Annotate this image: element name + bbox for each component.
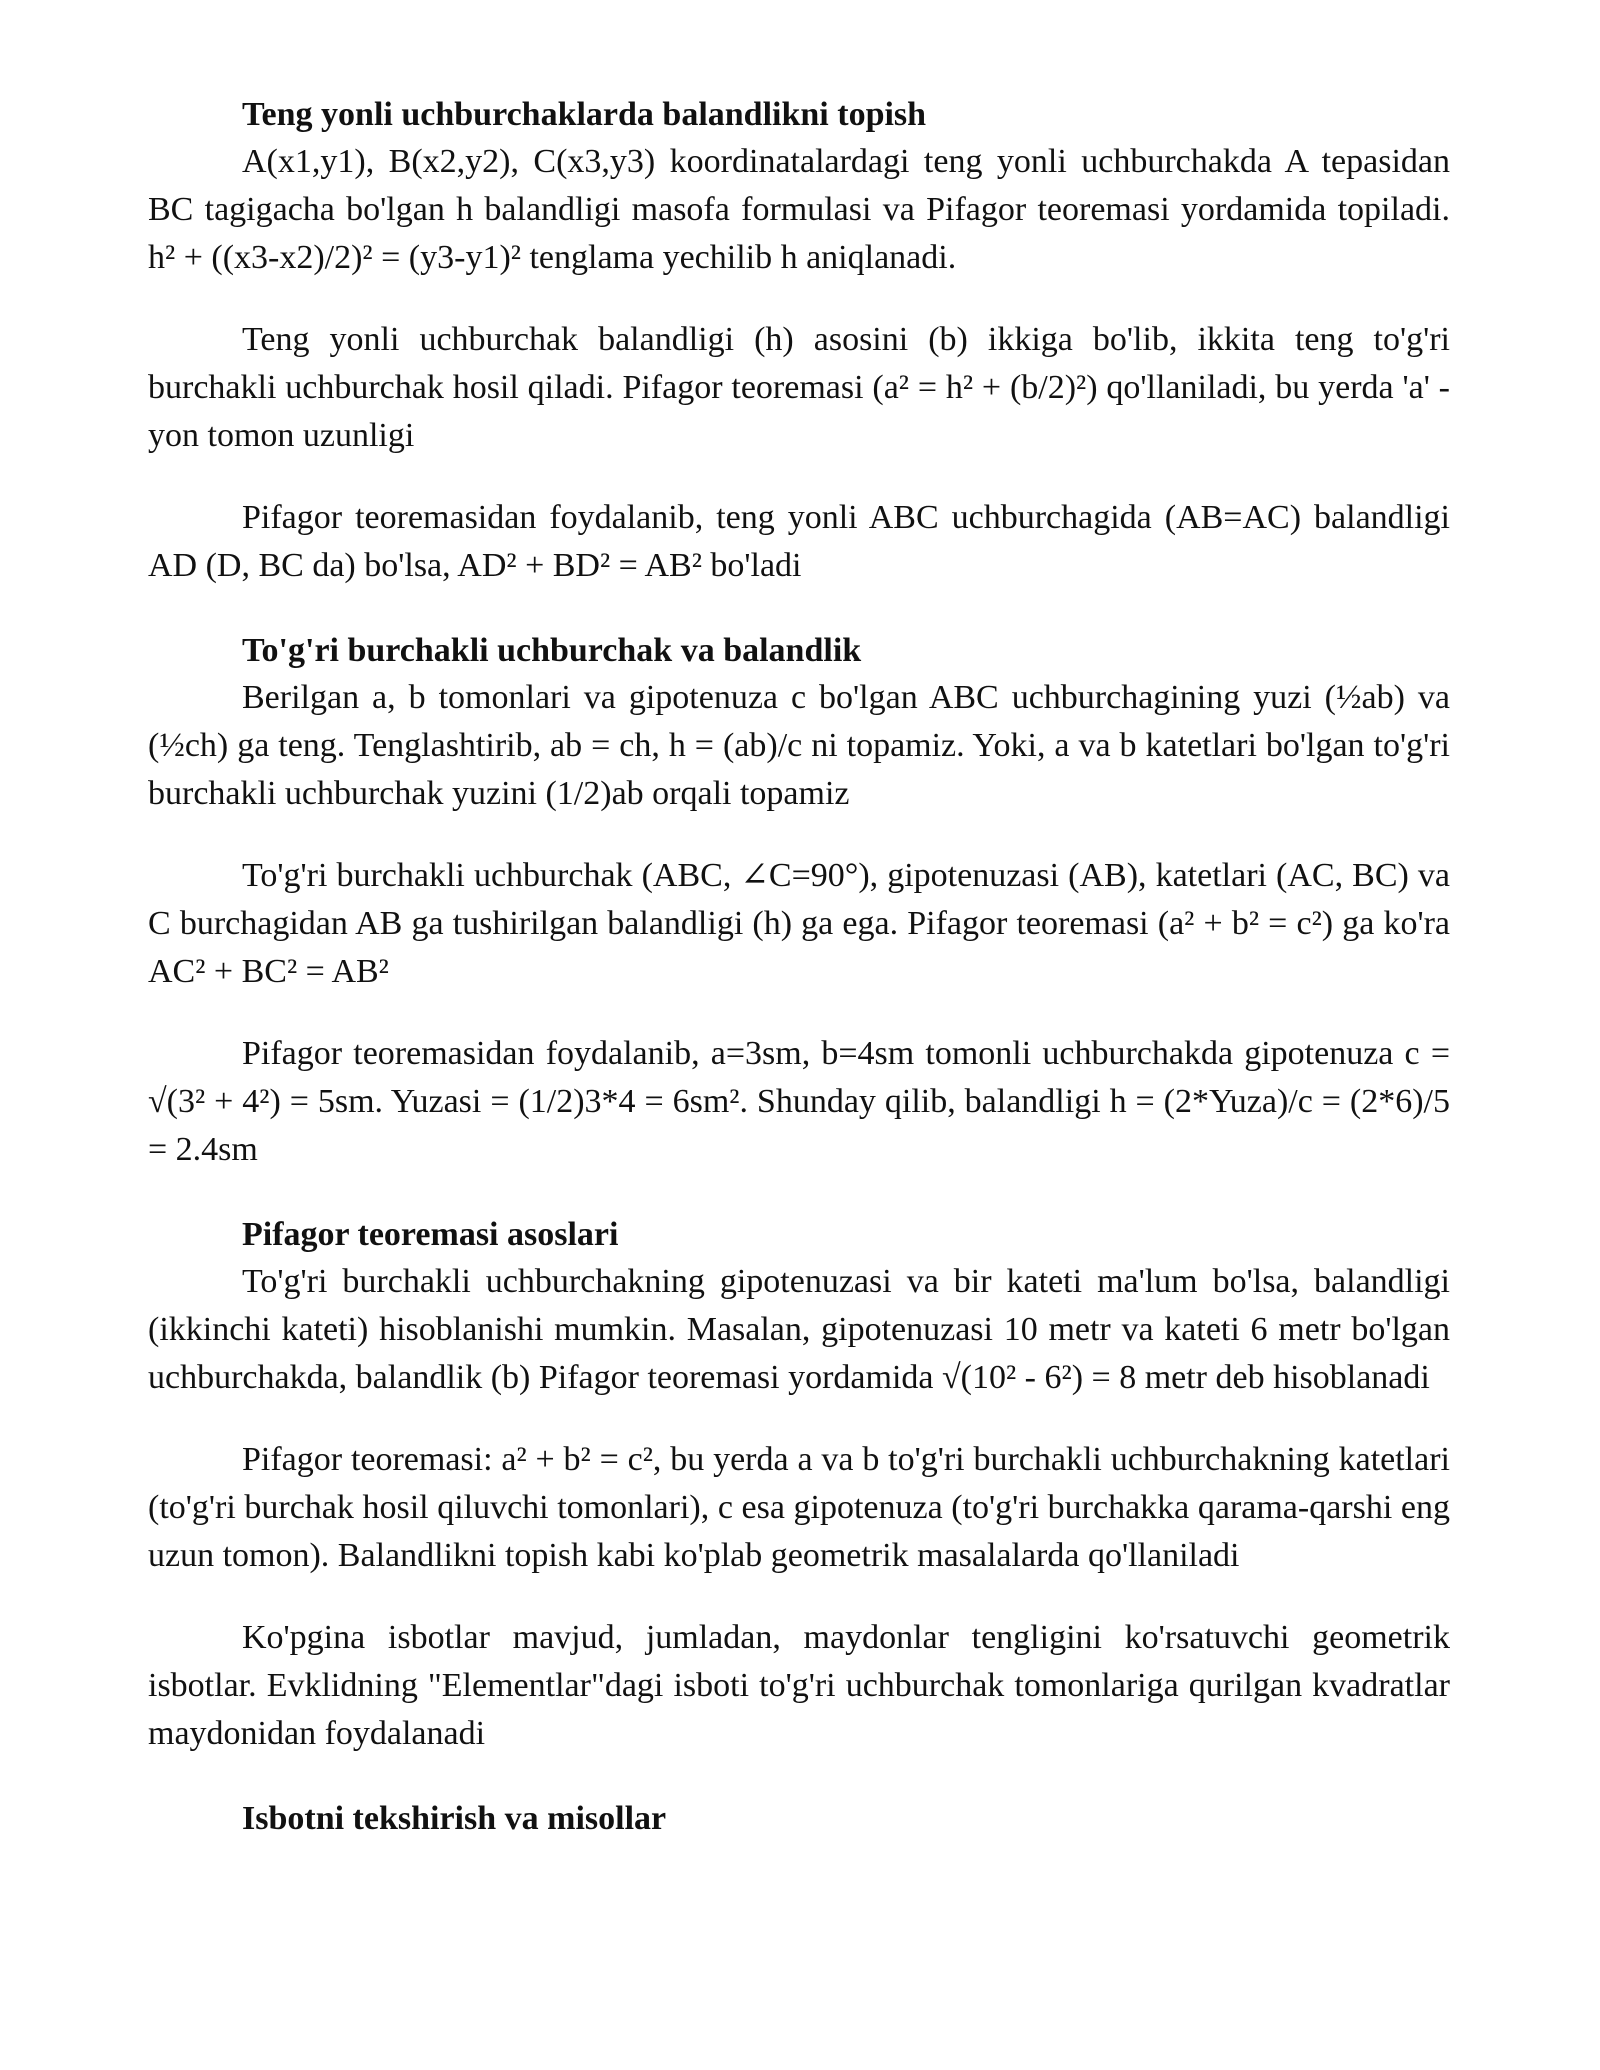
paragraph: Pifagor teoremasidan foydalanib, a=3sm, b=4sm tomonli uchburchakda gipotenuza c = √(3² + 4²) = 5sm. Yuzasi = (1/2)3*4 = 6sm². Shunday qilib, balandligi h = (2*Yuza)/c = (2*6)/5 = 2.4sm [148, 1035, 1450, 1168]
paragraph: Pifagor teoremasi: a² + b² = c², bu yerda a va b to'g'ri burchakli uchburchakning katetlari (to'g'ri burchak hosil qiluvchi tomonlari), c esa gipotenuza (to'g'ri burchakka qarama-qarshi eng uzun tomon). Balandlikni topish kabi ko'plab geometrik masalalarda qo'llaniladi [148, 1441, 1450, 1574]
section-heading-right-triangle: To'g'ri burchakli uchburchak va balandlik [242, 632, 862, 669]
paragraph: Ko'pgina isbotlar mavjud, jumladan, maydonlar tengligini ko'rsatuvchi geometrik isbotlar. Evklidning "Elementlar"dagi isboti to'g'ri uchburchak tomonlariga qurilgan kvadratlar maydonidan foydalanadi [148, 1619, 1450, 1752]
document-page [148, 92, 1450, 1842]
section-heading-proof-examples: Isbotni tekshirish va misollar [242, 1800, 667, 1837]
section-heading-pythagoras-basics: Pifagor teoremasi asoslari [242, 1216, 619, 1253]
paragraph: Teng yonli uchburchak balandligi (h) asosini (b) ikkiga bo'lib, ikkita teng to'g'ri burchakli uchburchak hosil qiladi. Pifagor teoremasi (a² = h² + (b/2)²) qo'llaniladi, bu yerda 'a' - yon tomon uzunligi [148, 321, 1450, 454]
paragraph: To'g'ri burchakli uchburchak (ABC, ∠C=90°), gipotenuzasi (AB), katetlari (AC, BC) va C burchagidan AB ga tushirilgan balandligi (h) ga ega. Pifagor teoremasi (a² + b² = c²) ga ko'ra AC² + BC² = AB² [148, 857, 1450, 990]
section-heading-isosceles: Teng yonli uchburchaklarda balandlikni topish [242, 96, 927, 133]
paragraph: A(x1,y1), B(x2,y2), C(x3,y3) koordinatalardagi teng yonli uchburchakda A tepasidan BC tagigacha bo'lgan h balandligi masofa formulasi va Pifagor teoremasi yordamida topiladi. h² + ((x3-x2)/2)² = (y3-y1)² tenglama yechilib h aniqlanadi. [148, 143, 1450, 276]
paragraph: Berilgan a, b tomonlari va gipotenuza c bo'lgan ABC uchburchagining yuzi (½ab) va (½ch) ga teng. Tenglashtirib, ab = ch, h = (ab)/c ni topamiz. Yoki, a va b katetlari bo'lgan to'g'ri burchakli uchburchak yuzini (1/2)ab orqali topamiz [148, 679, 1450, 812]
paragraph: To'g'ri burchakli uchburchakning gipotenuzasi va bir kateti ma'lum bo'lsa, balandligi (ikkinchi kateti) hisoblanishi mumkin. Masalan, gipotenuzasi 10 metr va kateti 6 metr bo'lgan uchburchakda, balandlik (b) Pifagor teoremasi yordamida √(10² - 6²) = 8 metr deb hisoblanadi [148, 1263, 1450, 1396]
paragraph: Pifagor teoremasidan foydalanib, teng yonli ABC uchburchagida (AB=AC) balandligi AD (D, BC da) bo'lsa, AD² + BD² = AB² bo'ladi [148, 499, 1450, 584]
